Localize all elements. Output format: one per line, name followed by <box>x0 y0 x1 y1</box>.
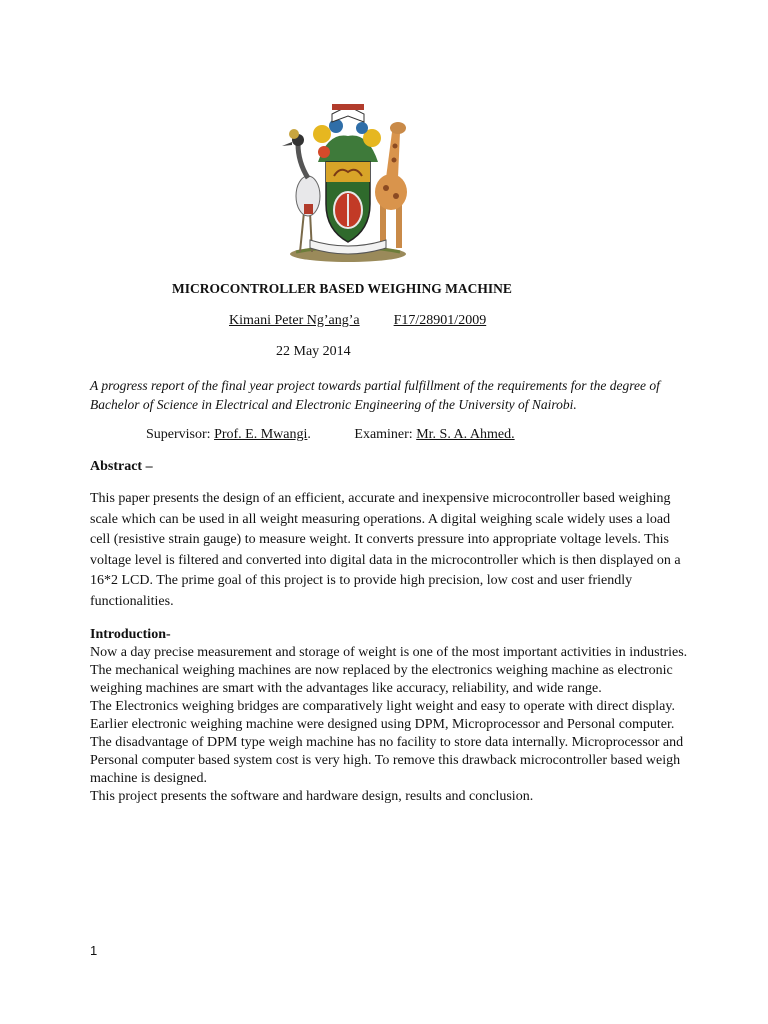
supervisor-examiner-line <box>146 427 515 443</box>
introduction-paragraph: Now a day precise measurement and storage of weight is one of the most important activities in industries. The mechanical weighing machines are now replaced by the electronics weighing machine as electronic weighing machines are smart with the advantages like accuracy, reliability, and wide range. <box>90 645 688 696</box>
registration-number: F17/28901/2009 <box>393 313 487 328</box>
examiner-label: Examiner: <box>354 427 413 442</box>
university-crest-icon <box>268 92 428 264</box>
examiner-name: Mr. S. A. Ahmed. <box>416 427 515 442</box>
supervisor-trailing: . <box>307 427 311 442</box>
document-title: MICROCONTROLLER BASED WEIGHING MACHINE <box>172 281 512 296</box>
introduction-paragraph: The Electronics weighing bridges are comparatively light weight and easy to operate with direct display. Earlier electronic weighing machine were designed using DPM, Microprocessor and Personal computer. The disadvantage of DPM type weigh machine has no facility to store data internally. Microprocessor and Personal computer based system cost is very high. To remove this drawback microcontroller based weigh machine is designed. <box>90 699 684 786</box>
introduction-heading: Introduction- <box>90 627 171 642</box>
flowers-icon <box>313 119 381 162</box>
page-number: 1 <box>90 943 98 958</box>
author-line <box>229 313 486 329</box>
introduction-paragraph: This project presents the software and hardware design, results and conclusion. <box>90 789 534 804</box>
introduction-body <box>90 644 690 806</box>
supervisor-label: Supervisor: <box>146 427 211 442</box>
supervisor-name: Prof. E. Mwangi <box>214 427 308 442</box>
document-date: 22 May 2014 <box>276 344 351 359</box>
author-name: Kimani Peter Ng’ang’a <box>229 313 360 328</box>
shield-icon <box>326 162 370 242</box>
abstract-heading: Abstract – <box>90 459 153 474</box>
crane-bird-icon <box>282 129 320 252</box>
book-crest-icon <box>332 104 364 122</box>
report-description: A progress report of the final year project towards partial fulfillment of the requirements for the degree of Bachelor of Science in Electrical and Electronic Engineering of the University of Nairobi. <box>90 378 660 412</box>
abstract-body: This paper presents the design of an efficient, accurate and inexpensive microcontroller based weighing scale which can be used in all weight measuring operations. A digital weighing scale widely uses a load cell (resistive strain gauge) to measure weight. It converts pressure into appropriate voltage levels. This voltage level is filtered and converted into digital data in the microcontroller which is then displayed on a 16*2 LCD. The prime goal of this project is to provide high precision, low cost and user friendly functionalities. <box>90 491 681 609</box>
